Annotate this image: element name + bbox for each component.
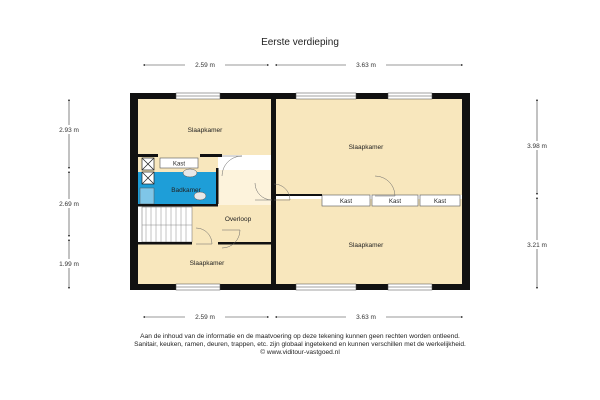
stairs: [142, 207, 192, 242]
dim-right-top: 3.98 m: [527, 143, 547, 150]
dim-bottom-right: 3.63 m: [356, 314, 376, 321]
label-slaapkamer-bottom-right: Slaapkamer: [348, 242, 384, 249]
dim-left-bottom: 1.99 m: [59, 261, 79, 268]
label-slaapkamer-top-left: Slaapkamer: [187, 127, 223, 134]
dim-top-left: 2.59 m: [195, 62, 215, 69]
dim-left-top: 2.93 m: [59, 127, 79, 134]
dimension-bottom: [144, 312, 462, 321]
dim-right-bottom: 3.21 m: [527, 242, 547, 249]
dimension-left: [52, 100, 86, 288]
kast-left-label: Kast: [172, 161, 186, 168]
kast-2-label: Kast: [388, 199, 402, 205]
dimension-top: [144, 60, 462, 69]
dim-top-right: 3.63 m: [356, 62, 376, 69]
dimension-right: [520, 100, 554, 288]
kast-1-label: Kast: [339, 199, 353, 205]
dim-bottom-left: 2.59 m: [195, 314, 215, 321]
label-slaapkamer-bottom-left: Slaapkamer: [189, 260, 225, 267]
floor-title: Eerste verdieping: [261, 37, 339, 48]
label-badkamer: Badkamer: [171, 187, 201, 194]
footer-line-3: © www.viditour-vastgoed.nl: [260, 349, 340, 356]
footer-line-1: Aan de inhoud van de informatie en de maatvoering op deze tekening kunnen geen rechten worden ontleend.: [140, 333, 460, 340]
label-overloop: Overloop: [224, 216, 252, 223]
footer-line-2: Sanitair, keuken, ramen, deuren, trappen, etc. zijn globaal ingetekend en kunnen verschillen met de werkelijkheid.: [134, 341, 466, 348]
label-slaapkamer-top-right: Slaapkamer: [348, 144, 384, 151]
kast-3-label: Kast: [433, 199, 447, 205]
room-overloop-floor: [192, 205, 272, 244]
dim-left-mid: 2.69 m: [59, 201, 79, 208]
